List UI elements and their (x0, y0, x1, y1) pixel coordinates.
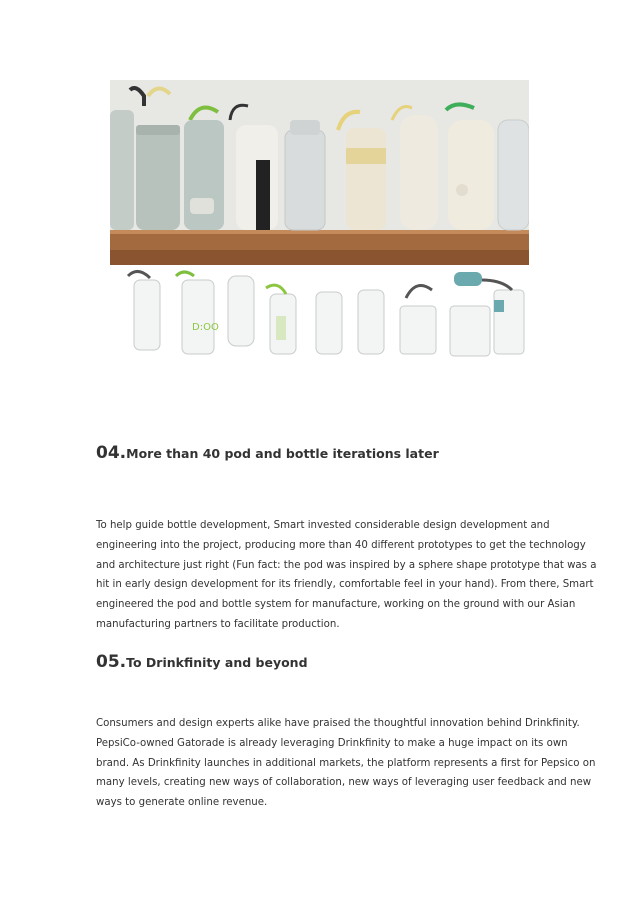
paragraph-line: engineering into the project, producing more than 40 different prototypes to get the technology (96, 539, 586, 551)
paragraph-line: brand. As Drinkfinity launches in additional markets, the platform represents a first for Pepsico on (96, 757, 596, 769)
paragraph-line: hit in early design development for its friendly, comfortable feel in your hand). From there, Smart (96, 579, 594, 591)
paragraph-line: Consumers and design experts alike have praised the thoughtful innovation behind Drinkfinity. (96, 718, 580, 729)
section-04-title: More than 40 pod and bottle iterations later (126, 446, 439, 461)
section-05-heading (96, 652, 308, 672)
paragraph-line: many levels, creating new ways of collaboration, new ways of leveraging user feedback and new (96, 777, 592, 789)
paragraph-line: To help guide bottle development, Smart invested considerable design development and (96, 520, 550, 531)
svg-text:D:OO: D:OO (192, 322, 219, 333)
section-05-paragraph (96, 714, 596, 813)
paragraph-line: engineered the pod and bottle system for manufacture, working on the ground with our Asian (96, 599, 576, 611)
section-05-title: To Drinkfinity and beyond (126, 655, 308, 670)
paragraph-line: ways to generate online revenue. (96, 797, 268, 809)
paragraph-line: PepsiCo-owned Gatorade is already leveraging Drinkfinity to make a huge impact on its own (96, 737, 568, 749)
section-05-number: 05. (96, 652, 127, 672)
paragraph-line: and architecture just right (Fun fact: the pod was inspired by a sphere shape prototype that was a (96, 559, 597, 571)
section-04-heading (96, 443, 439, 463)
prototypes-photo (110, 80, 529, 265)
product-figure (110, 80, 529, 360)
prototype-renderings (110, 266, 529, 360)
section-04-number: 04. (96, 443, 127, 463)
section-04-paragraph (96, 516, 597, 635)
paragraph-line: manufacturing partners to facilitate production. (96, 618, 340, 630)
